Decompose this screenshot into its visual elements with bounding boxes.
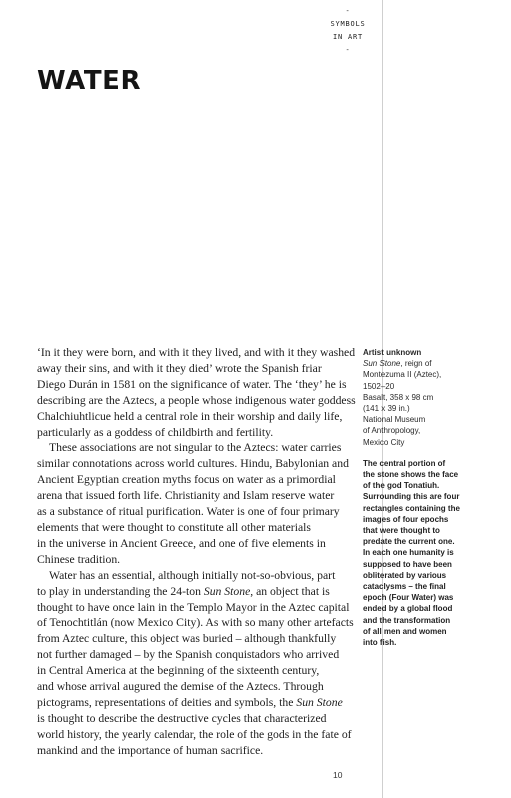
body-text-run: , an object that is: [250, 584, 330, 598]
section-tag-line-1: SYMBOLS: [330, 20, 366, 28]
caption-work-title: Sun Stone: [363, 359, 401, 369]
body-line: These associations are not singular to the Aztecs: water carries: [49, 441, 342, 455]
caption-description-line: that were thought to: [363, 526, 440, 536]
body-line: Diego Durán in 1581 on the significance of water. The ‘they’ he is: [37, 377, 347, 391]
caption-detail: (141 x 39 in.): [363, 404, 410, 414]
caption-description-line: In each one humanity is: [363, 548, 454, 558]
body-line: describing are the Aztecs, a people whose indigenous water goddess: [37, 393, 356, 407]
body-line: [37, 695, 349, 711]
caption-description-line: The central portion of: [363, 458, 446, 468]
caption-detail: Mexico City: [363, 437, 405, 447]
caption-work-rest: , reign of: [400, 359, 432, 369]
body-line: particularly as a goddess of childbirth and fertility.: [37, 425, 274, 439]
body-line: ‘In it they were born, and with it they lived, and with it they washed: [37, 346, 356, 359]
body-line: Chalchiuhtlicue held a central role in their worship and daily life,: [37, 409, 343, 423]
body-text-run: pictograms, representations of deities and symbols, the: [37, 695, 297, 709]
caption-description-line: supposed to have been: [363, 559, 452, 569]
body-line: thought to have once lain in the Templo Mayor in the Aztec capital: [37, 600, 350, 614]
caption-description-line: Surrounding this are four: [363, 492, 460, 502]
body-line: mankind and the importance of human sacrifice.: [37, 743, 264, 757]
body-line: and whose arrival augured the demise of the Aztecs. Through: [37, 680, 324, 694]
caption-work-title-line: [363, 358, 473, 369]
page-title: WATER: [37, 66, 142, 96]
section-tag-dash-bottom: -: [345, 46, 351, 54]
body-line: elements that were thought to constitute all other materials: [37, 520, 311, 534]
body-line: is thought to describe the destructive cycles that characterized: [37, 711, 327, 725]
image-caption: [363, 347, 473, 648]
caption-description-line: rectangles containing the: [363, 503, 460, 513]
body-line: similar connotations across world cultures. Hindu, Babylonian and: [37, 457, 349, 471]
body-line: in Central America at the beginning of the sixteenth century,: [37, 664, 320, 678]
body-line: from Aztec culture, this object was buried – although thankfully: [37, 632, 337, 646]
section-tag: [326, 5, 370, 57]
body-line: [37, 584, 349, 600]
body-line: arena that issued forth life. Christianity and Islam reserve water: [37, 489, 335, 503]
artwork-title-inline: Sun Stone: [296, 695, 343, 709]
caption-description-line: and the transformation: [363, 615, 451, 625]
section-tag-dash-top: -: [345, 7, 351, 15]
caption-description-line: predate the current one.: [363, 537, 455, 547]
caption-detail: Basalt, 358 x 98 cm: [363, 392, 434, 402]
caption-description-line: into fish.: [363, 638, 397, 648]
caption-description-line: obliterated by various: [363, 570, 447, 580]
caption-description: [363, 458, 473, 648]
caption-description-line: epoch (Four Water) was: [363, 593, 454, 603]
body-line: in the universe in Ancient Greece, and one of five elements in: [37, 536, 326, 550]
body-line: Water has an essential, although initially not-so-obvious, part: [49, 568, 336, 582]
artwork-title-inline: Sun Stone: [203, 584, 251, 598]
body-line: Ancient Egyptian creation myths focus on water as a primordial: [37, 473, 336, 487]
body-line: not further damaged – by the Spanish conquistadors who arrived: [37, 648, 340, 662]
page-number: 10: [333, 770, 343, 780]
caption-description-line: images of four epochs: [363, 514, 449, 524]
caption-description-line: ended by a global flood: [363, 604, 453, 614]
body-line: as a substance of ritual purification. Water is one of four primary: [37, 505, 340, 519]
section-tag-line-2: IN ART: [332, 33, 364, 41]
body-line: away their sins, and with it they died’ wrote the Spanish friar: [37, 361, 322, 375]
caption-description-line: the stone shows the face: [363, 470, 459, 480]
caption-artist: Artist unknown: [363, 348, 422, 357]
caption-detail: National Museum: [363, 415, 426, 425]
body-text: [37, 345, 356, 759]
caption-detail: of Anthropology,: [363, 426, 421, 436]
body-line: Chinese tradition.: [37, 552, 121, 566]
body-line: of Tenochtitlán (now Mexico City). As with so many other artefacts: [37, 616, 354, 630]
body-line: world history, the yearly calendar, the role of the gods in the fate of: [37, 727, 352, 741]
caption-description-line: of the god Tonatiuh.: [363, 481, 440, 491]
caption-description-line: cataclysms – the final: [363, 582, 446, 592]
caption-detail: Montezuma II (Aztec),: [363, 370, 442, 380]
caption-detail: 1502–20: [363, 381, 395, 391]
caption-description-line: of all men and women: [363, 626, 447, 636]
body-text-run: to play in understanding the 24-ton: [37, 584, 204, 598]
